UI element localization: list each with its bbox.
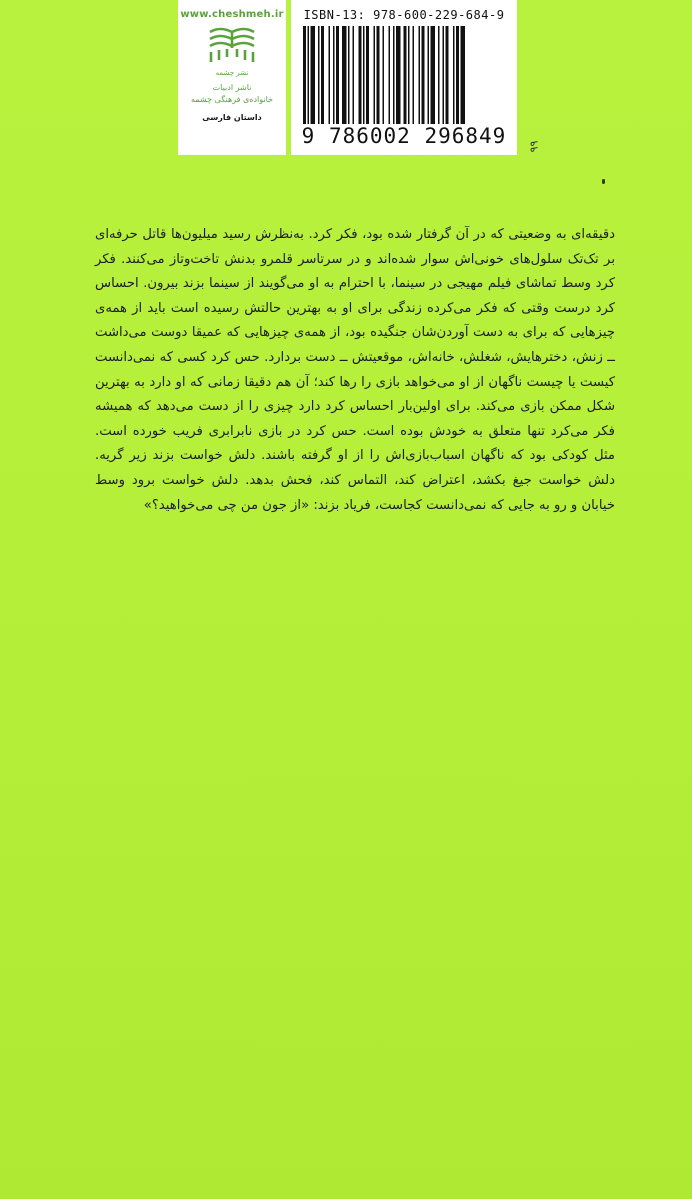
publisher-url: www.cheshmeh.ir — [180, 9, 284, 20]
publisher-tagline-line2: خانواده‌ی فرهنگی چشمه — [190, 95, 274, 104]
cheshmeh-logo-icon — [207, 26, 257, 66]
price-tag: ٩٩ — [527, 140, 541, 153]
isbn-label: ISBN-13: 978-600-229-684-9 — [303, 8, 505, 22]
isbn-barcode-box — [291, 0, 517, 155]
cover-speck — [602, 179, 605, 184]
publisher-tagline — [178, 82, 286, 106]
barcode-digits: 9 786002 296849 — [301, 124, 507, 148]
series-label: داستان فارسی — [202, 113, 262, 122]
barcode-icon — [303, 26, 505, 124]
publisher-tagline-line1: ناشر ادبیات — [212, 83, 252, 92]
back-cover-blurb: دقیقه‌ای به وضعیتی که در آن گرفتار شده بود، فکر کرد. به‌نظرش رسید میلیون‌ها قاتل حرفه‌ای بر تک‌تک سلول‌های خونی‌اش سوار شده‌اند و در سرتاسر قلمرو بدنش تاخت‌وتاز می‌کنند. فکر کرد وسط تماشای فیلم مهیجی در سینما، با احترام به او می‌گویند از سینما بزند بیرون. احساس کرد درست وقتی که فکر می‌کرده زندگی برای او به بهترین حالتش رسیده است باید از همه‌ی چیزهایی که برای به دست آوردن‌شان جنگیده بود، از همه‌ی چیزهایی که عمیقا دوست می‌داشت ــ زنش، دخترهایش، شغلش، خانه‌اش، موقعیتش ــ دست بردارد. حس کرد کسی که نمی‌دانست کیست یا چیست ناگهان از او می‌خواهد بازی را رها کند؛ آن هم دقیقا زمانی که او دارد به بهترین شکل ممکن بازی می‌کند. برای اولین‌بار احساس کرد دارد چیزی را از دست می‌دهد که همیشه فکر می‌کرد تنها متعلق به خودش بوده است. حس کرد در بازی نابرابری فریب خورده است. مثل کودکی بود که ناگهان اسباب‌بازی‌اش را از او گرفته باشند. دلش خواست بزند زیر گریه. دلش خواست جیغ بکشد، اعتراض کند، التماس کند، فحش بدهد. دلش خواست برود وسط خیابان و رو به جایی که نمی‌دانست کجاست، فریاد بزند: «از جون من چی می‌خواهید؟» — [95, 227, 615, 513]
publisher-box — [178, 0, 286, 155]
publisher-name-small: نشر چشمه — [215, 69, 249, 77]
